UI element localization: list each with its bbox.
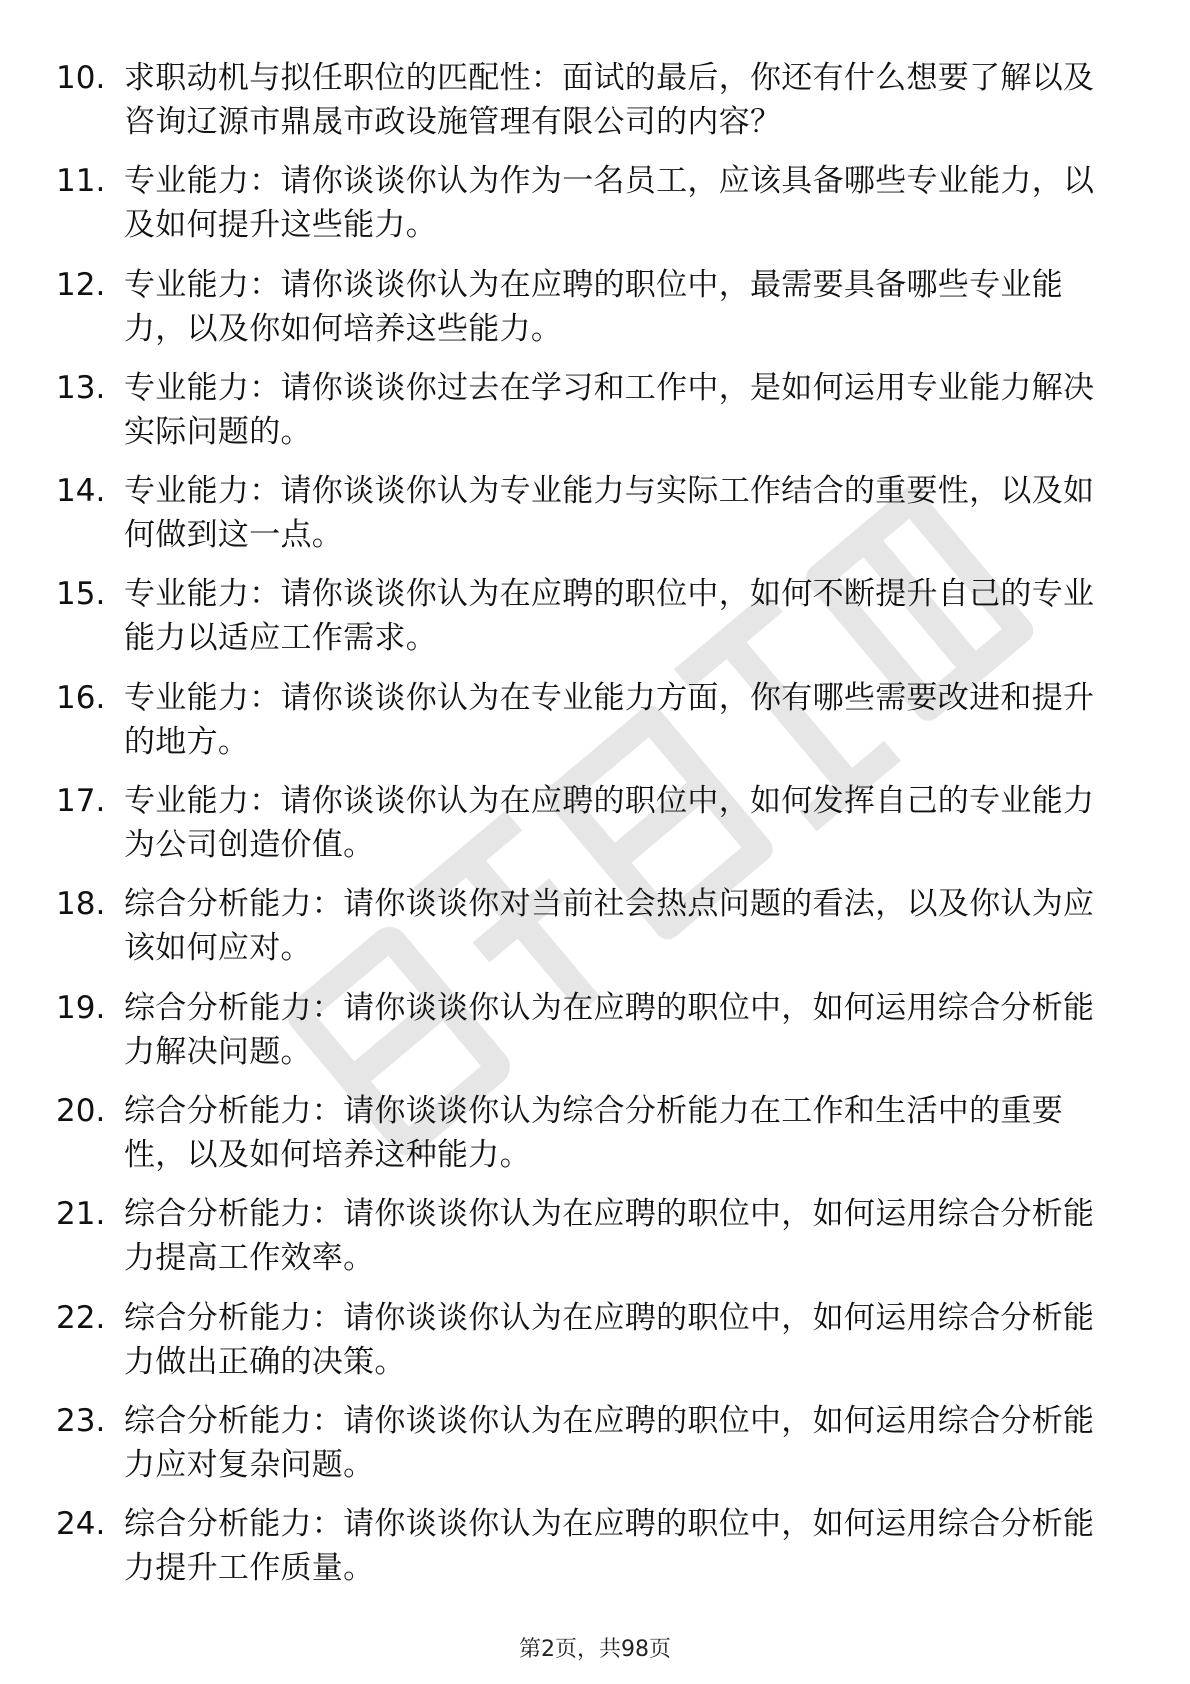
question-number: 23.: [56, 1402, 106, 1439]
question-item: [56, 259, 1116, 362]
question-item: [56, 672, 1116, 775]
question-item: [56, 1395, 1116, 1498]
question-text: 专业能力：请你谈谈你认为在应聘的职位中，最需要具备哪些专业能力，以及你如何培养这些能力。: [124, 266, 1063, 347]
question-text: 综合分析能力：请你谈谈你对当前社会热点问题的看法，以及你认为应该如何应对。: [124, 886, 1095, 967]
question-number: 21.: [56, 1196, 106, 1233]
question-text: 综合分析能力：请你谈谈你认为在应聘的职位中，如何运用综合分析能力解决问题。: [124, 989, 1095, 1070]
question-text: 专业能力：请你谈谈你认为专业能力与实际工作结合的重要性，以及如何做到这一点。: [124, 473, 1095, 554]
page-footer: 第2页，共98页: [519, 1637, 671, 1662]
question-item: [56, 155, 1116, 258]
question-item: [56, 568, 1116, 671]
question-number: 12.: [56, 266, 106, 303]
question-number: 15.: [56, 576, 106, 613]
question-number: 16.: [56, 679, 106, 716]
question-number: 18.: [56, 886, 106, 923]
question-item: [56, 362, 1116, 465]
question-number: 14.: [56, 473, 106, 510]
question-list: [56, 52, 1116, 1601]
question-number: 22.: [56, 1299, 106, 1336]
question-text: 综合分析能力：请你谈谈你认为在应聘的职位中，如何运用综合分析能力提升工作质量。: [124, 1506, 1095, 1587]
question-item: [56, 1188, 1116, 1291]
question-number: 11.: [56, 163, 106, 200]
question-item: [56, 465, 1116, 568]
question-text: 综合分析能力：请你谈谈你认为综合分析能力在工作和生活中的重要性，以及如何培养这种能力。: [124, 1092, 1063, 1173]
question-text: 求职动机与拟任职位的匹配性：面试的最后，你还有什么想要了解以及咨询辽源市鼎晟市政设施管理有限公司的内容？: [124, 60, 1095, 140]
question-text: 综合分析能力：请你谈谈你认为在应聘的职位中，如何运用综合分析能力应对复杂问题。: [124, 1402, 1095, 1483]
question-text: 综合分析能力：请你谈谈你认为在应聘的职位中，如何运用综合分析能力做出正确的决策。: [124, 1299, 1095, 1380]
question-number: 17.: [56, 783, 106, 820]
question-number: 19.: [56, 989, 106, 1026]
question-item: [56, 1292, 1116, 1395]
question-number: 24.: [56, 1506, 106, 1543]
question-text: 专业能力：请你谈谈你过去在学习和工作中，是如何运用专业能力解决实际问题的。: [124, 369, 1095, 450]
question-text: 综合分析能力：请你谈谈你认为在应聘的职位中，如何运用综合分析能力提高工作效率。: [124, 1196, 1095, 1277]
question-text: 专业能力：请你谈谈你认为作为一名员工，应该具备哪些专业能力，以及如何提升这些能力。: [124, 163, 1095, 244]
question-item: [56, 878, 1116, 981]
question-item: [56, 1498, 1116, 1601]
question-text: 专业能力：请你谈谈你认为在应聘的职位中，如何不断提升自己的专业能力以适应工作需求。: [124, 576, 1095, 657]
question-item: [56, 52, 1116, 155]
question-text: 专业能力：请你谈谈你认为在专业能力方面，你有哪些需要改进和提升的地方。: [124, 679, 1095, 760]
question-number: 10.: [56, 60, 106, 96]
question-item: [56, 775, 1116, 878]
question-item: [56, 1085, 1116, 1188]
question-text: 专业能力：请你谈谈你认为在应聘的职位中，如何发挥自己的专业能力为公司创造价值。: [124, 783, 1095, 864]
question-number: 20.: [56, 1092, 106, 1129]
question-item: [56, 982, 1116, 1085]
question-number: 13.: [56, 369, 106, 406]
